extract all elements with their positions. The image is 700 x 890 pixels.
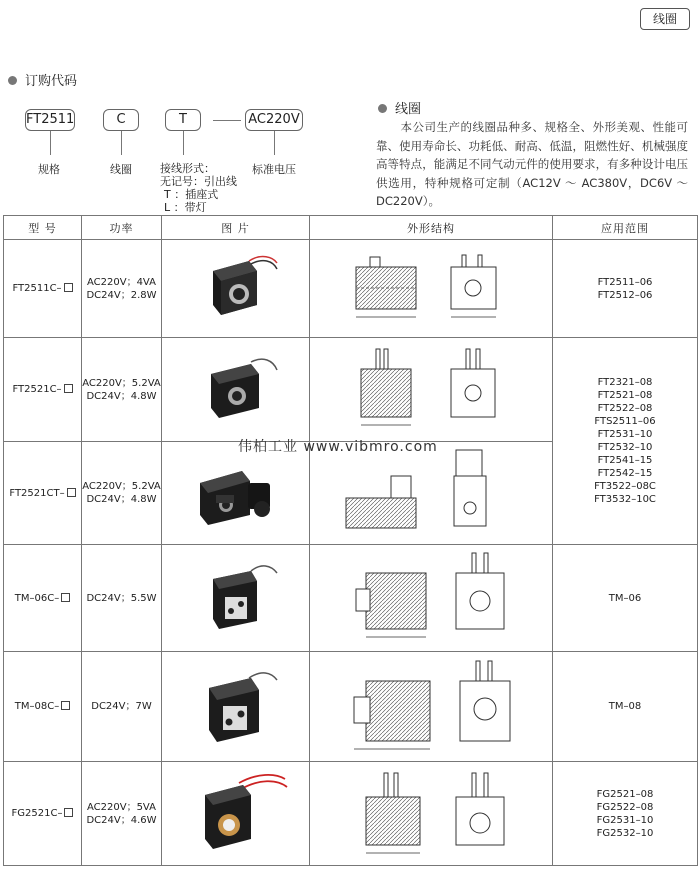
code-box-spec: FT2511 — [25, 109, 75, 131]
table-row — [4, 240, 698, 338]
model-cell: FT2511C– — [4, 240, 82, 338]
checkbox-icon — [64, 808, 73, 817]
checkbox-icon — [61, 593, 70, 602]
structure-drawing-image — [326, 767, 536, 861]
bullet-icon — [378, 104, 387, 113]
application-item: FT3532–10C — [594, 494, 656, 505]
checkbox-icon — [64, 283, 73, 292]
code-leader-line — [183, 131, 184, 155]
watermark: 伟柏工业 www.vibmro.com — [238, 439, 438, 455]
power-cell: AC220V；5.2VA DC24V；4.8W — [82, 442, 162, 545]
model-cell: FG2521C– — [4, 762, 82, 866]
coil-photo — [162, 240, 310, 338]
label-spec: 规格 — [38, 163, 60, 176]
table-row — [4, 338, 698, 442]
coil-photo — [162, 545, 310, 652]
coil-photo-image — [186, 453, 286, 533]
structure-drawing-image — [326, 549, 536, 647]
coil-photo-image — [181, 769, 291, 859]
coil-photo-image — [191, 555, 281, 641]
structure-drawing-image — [326, 245, 536, 333]
coil-photo — [162, 442, 310, 545]
structure-drawing — [310, 652, 553, 762]
application-item: FT2542–15 — [597, 468, 653, 479]
spec-table — [3, 215, 698, 866]
application-item: FT2531–10 — [597, 429, 653, 440]
code-leader-line — [50, 131, 51, 155]
application-item: FT2512–06 — [597, 289, 653, 301]
intro-title-text: 线圈 — [395, 102, 422, 117]
coil-photo — [162, 652, 310, 762]
intro-section-title — [378, 98, 421, 117]
order-code-title-text: 订购代码 — [25, 74, 78, 89]
coil-photo-image — [191, 249, 281, 329]
header-power: 功率 — [82, 216, 162, 240]
table-header-row — [4, 216, 698, 240]
coil-photo-image — [191, 662, 281, 752]
application-item: FT2541–15 — [597, 455, 653, 466]
structure-drawing — [310, 338, 553, 442]
power-cell: AC220V；4VA DC24V；2.8W — [82, 240, 162, 338]
checkbox-icon — [67, 488, 76, 497]
model-cell: FT2521C– — [4, 338, 82, 442]
code-box-coil: C — [103, 109, 139, 131]
application-item: FT3522–08C — [594, 481, 656, 492]
code-leader-line — [274, 131, 275, 155]
power-cell: AC220V；5VA DC24V；4.6W — [82, 762, 162, 866]
application-cell — [553, 652, 698, 762]
structure-drawing-image — [326, 343, 536, 437]
checkbox-icon — [61, 701, 70, 710]
application-cell — [553, 240, 698, 338]
table-row — [4, 545, 698, 652]
header-photo: 图 片 — [162, 216, 310, 240]
application-cell — [553, 545, 698, 652]
application-cell — [553, 338, 698, 545]
structure-drawing-image — [326, 446, 536, 540]
application-item: FT2532–10 — [597, 442, 653, 453]
coil-photo — [162, 338, 310, 442]
checkbox-icon — [64, 384, 73, 393]
code-box-voltage: AC220V — [245, 109, 303, 131]
structure-drawing — [310, 762, 553, 866]
application-item: FG2521–08 — [596, 788, 654, 800]
application-item: FT2521–08 — [597, 390, 653, 401]
application-item: TM–06 — [608, 592, 642, 604]
intro-paragraph: 本公司生产的线圈品种多、规格全、外形美观、性能可靠、使用寿命长、功耗低、耐高、低温，阻燃性好、机械强度高等特点，能满足不同气动元件的使用要求，有多种设计电压供选用，特种规格可定制（AC12V ～ AC380V，DC6V ～ DC220V）。 — [376, 120, 688, 208]
model-cell: FT2521CT– — [4, 442, 82, 545]
code-leader-line — [121, 131, 122, 155]
coil-photo-image — [191, 350, 281, 430]
code-connector-dash — [213, 120, 241, 121]
header-model: 型 号 — [4, 216, 82, 240]
power-cell: DC24V；5.5W — [82, 545, 162, 652]
application-item: FG2531–10 — [596, 814, 654, 826]
structure-drawing — [310, 545, 553, 652]
application-item: FTS2511–06 — [594, 416, 656, 427]
structure-drawing-image — [326, 657, 536, 757]
application-item: FG2532–10 — [596, 827, 654, 839]
order-code-section-title — [8, 70, 77, 89]
application-cell — [553, 762, 698, 866]
application-item: FT2522–08 — [597, 403, 653, 414]
table-row — [4, 652, 698, 762]
power-cell: AC220V；5.2VA DC24V；4.8W — [82, 338, 162, 442]
label-voltage: 标准电压 — [252, 163, 296, 176]
model-cell: TM–08C– — [4, 652, 82, 762]
label-coil: 线圈 — [110, 163, 132, 176]
category-badge: 线圈 — [640, 8, 690, 30]
table-row — [4, 762, 698, 866]
coil-photo — [162, 762, 310, 866]
power-cell: DC24V；7W — [82, 652, 162, 762]
application-item: TM–08 — [608, 701, 642, 712]
application-item: FT2321–08 — [597, 377, 653, 388]
structure-drawing — [310, 240, 553, 338]
code-box-wiring: T — [165, 109, 201, 131]
application-item: FG2522–08 — [596, 801, 654, 813]
label-wiring: 接线形式： 无记号：引出线 T ：插座式 L ：带灯 — [160, 162, 237, 214]
header-application: 应用范围 — [553, 216, 698, 240]
bullet-icon — [8, 76, 17, 85]
structure-drawing — [310, 442, 553, 545]
model-cell: TM–06C– — [4, 545, 82, 652]
application-item: FT2511–06 — [597, 276, 653, 288]
header-structure: 外形结构 — [310, 216, 553, 240]
